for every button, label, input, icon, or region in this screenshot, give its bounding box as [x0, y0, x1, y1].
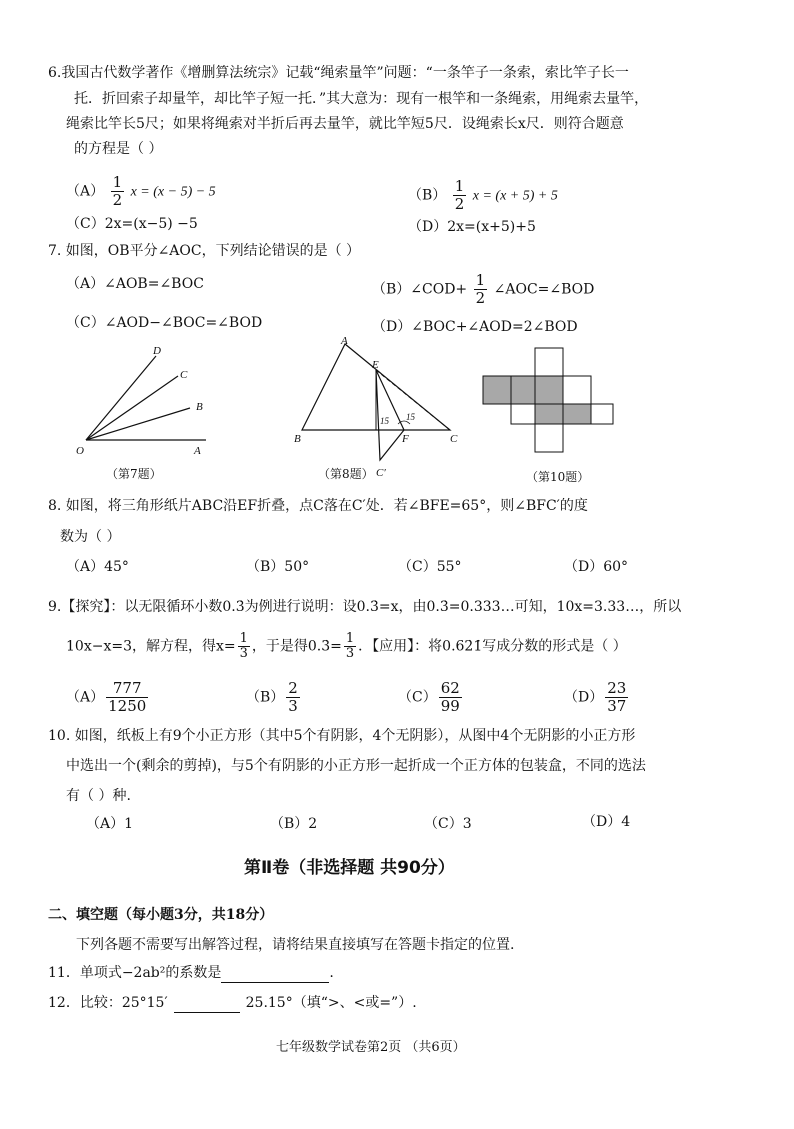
q10-stem-line2: 中选出一个(剩余的剪掉)，与5个有阴影的小正方形一起折成一个正方体的包装盒，不同的选法 [66, 758, 646, 774]
q8-stem-line1: 8. 如图，将三角形纸片ABC沿EF折叠，点C落在C′处．若∠BFE=65°，则∠BFC′的度 [48, 498, 588, 514]
square-r1c3 [535, 376, 563, 404]
square-r2c2 [511, 404, 535, 424]
label-b: B [294, 433, 301, 445]
q7-stem: 7. 如图，OB平分∠AOC，下列结论错误的是（ ） [48, 243, 361, 259]
label-a: A [341, 335, 348, 347]
q7-option-a: （A）∠AOB=∠BOC [66, 276, 204, 292]
q10-option-a: （A）1 [86, 816, 134, 832]
q9-option-c: （C） $\frac{62}{99}$ [398, 679, 460, 715]
figure-8-caption: （第8题） [318, 467, 374, 481]
label-f: F [402, 433, 409, 445]
q10-option-c: （C）3 [424, 816, 472, 832]
q9-option-d: （D） $\frac{23}{37}$ [564, 679, 627, 715]
q6-stem-line2: 托．折回索子却量竿，却比竿子短一托．”其大意为：现有一根竿和一条绳索，用绳索去量竿， [74, 91, 649, 107]
q7-option-d: （D）∠BOC+∠AOD=2∠BOD [372, 319, 578, 335]
q10-option-b: （B）2 [270, 816, 318, 832]
q6-option-b: （B） $\frac{1}{2}$ x = (x + 5) + 5 [408, 177, 558, 213]
square-r1c1 [483, 376, 511, 404]
label-b: B [196, 401, 203, 413]
square-bottom [535, 424, 563, 452]
q6-stem-line3: 绳索比竿长5尺；如果将绳索对半折后再去量竿，就比竿短5尺．设绳索长x尺．则符合题意 [66, 116, 624, 132]
q7-option-c: （C）∠AOD−∠BOC=∠BOD [66, 315, 263, 331]
q6-stem-line4: 的方程是（ ） [74, 141, 163, 157]
q11: 11．单项式−2ab²的系数是 . [48, 965, 334, 981]
q7-option-b: （B）∠COD+ $\frac{1}{2}$ ∠AOC=∠BOD [372, 271, 595, 307]
angle-label-1: 15 [380, 416, 389, 426]
label-c: C [180, 369, 188, 381]
figure-10-caption: （第10题） [526, 470, 590, 484]
square-top [535, 348, 563, 376]
q8-option-a: （A）45° [66, 559, 129, 575]
square-r1c2 [511, 376, 535, 404]
q8-stem-line2: 数为（ ） [60, 529, 121, 545]
q9-option-a: （A） $\frac{777}{1250}$ [66, 679, 147, 715]
q9-option-b: （B） $\frac{2}{3}$ [246, 679, 298, 715]
label-o: O [76, 445, 84, 457]
figure-7-angle-diagram [70, 342, 220, 462]
figure-10-square-grid [480, 344, 620, 456]
square-r2c5 [591, 404, 613, 424]
label-c-prime: C′ [376, 467, 386, 479]
q6-option-d: （D）2x=(x+5)+5 [408, 219, 536, 235]
q8-option-d: （D）60° [564, 559, 629, 575]
folded-triangle-ec-f [376, 370, 404, 460]
q12: 12．比较：25°15′ 25.15°（填“>、<或=”）. [48, 995, 417, 1011]
q9-stem-line2: 10x−x=3，解方程，得x= $\frac{1}{3}$ ，于是得0.3̇= $\frac{1}{3}$ ．【应用】：将0.62̇1̇写成分数的形式是（ ） [66, 631, 627, 661]
label-e: E [372, 359, 379, 371]
square-r2c3 [535, 404, 563, 424]
ray-ob [86, 408, 190, 440]
q10-stem-line3: 有（ ）种. [66, 788, 131, 804]
section-2-heading: 二、填空题（每小题3分，共18分） [48, 907, 274, 923]
q8-option-c: （C）55° [398, 559, 462, 575]
q10-stem-line1: 10. 如图，纸板上有9个小正方形（其中5个有阴影，4个无阴影），从图中4个无阴影的小正方形 [48, 728, 636, 744]
section-2-instruction: 下列各题不需要写出解答过程，请将结果直接填写在答题卡指定的位置. [76, 937, 515, 953]
q11-answer-blank[interactable] [221, 964, 329, 983]
section-2-title: 第Ⅱ卷（非选择题 共90分） [244, 858, 455, 878]
label-d: D [153, 345, 161, 357]
square-r2c4 [563, 404, 591, 424]
angle-label-2: 15 [406, 412, 415, 422]
square-r1c4 [563, 376, 591, 404]
figure-8-fold-diagram [290, 334, 465, 484]
q6-stem-line1: 6.我国古代数学著作《增删算法统宗》记载“绳索量竿”问题：“一条竿子一条索，索比竿子长一 [48, 65, 629, 81]
q6-option-c: （C）2x=(x−5) −5 [66, 216, 198, 232]
q9-stem-line1: 9.【探究】：以无限循环小数0.3̇为例进行说明：设0.3̇=x，由0.3̇=0.333…可知，10x=3.33…，所以 [48, 599, 682, 615]
label-c: C [450, 433, 458, 445]
q12-answer-blank[interactable] [174, 994, 240, 1013]
q8-option-b: （B）50° [246, 559, 310, 575]
label-a: A [194, 445, 201, 457]
page-footer: 七年级数学试卷第2页 （共6页） [276, 1040, 466, 1055]
q6-option-a: （A） $\frac{1}{2}$ x = (x − 5) − 5 [66, 173, 216, 209]
figure-7-caption: （第7题） [106, 467, 162, 481]
q10-option-d: （D）4 [582, 814, 631, 830]
